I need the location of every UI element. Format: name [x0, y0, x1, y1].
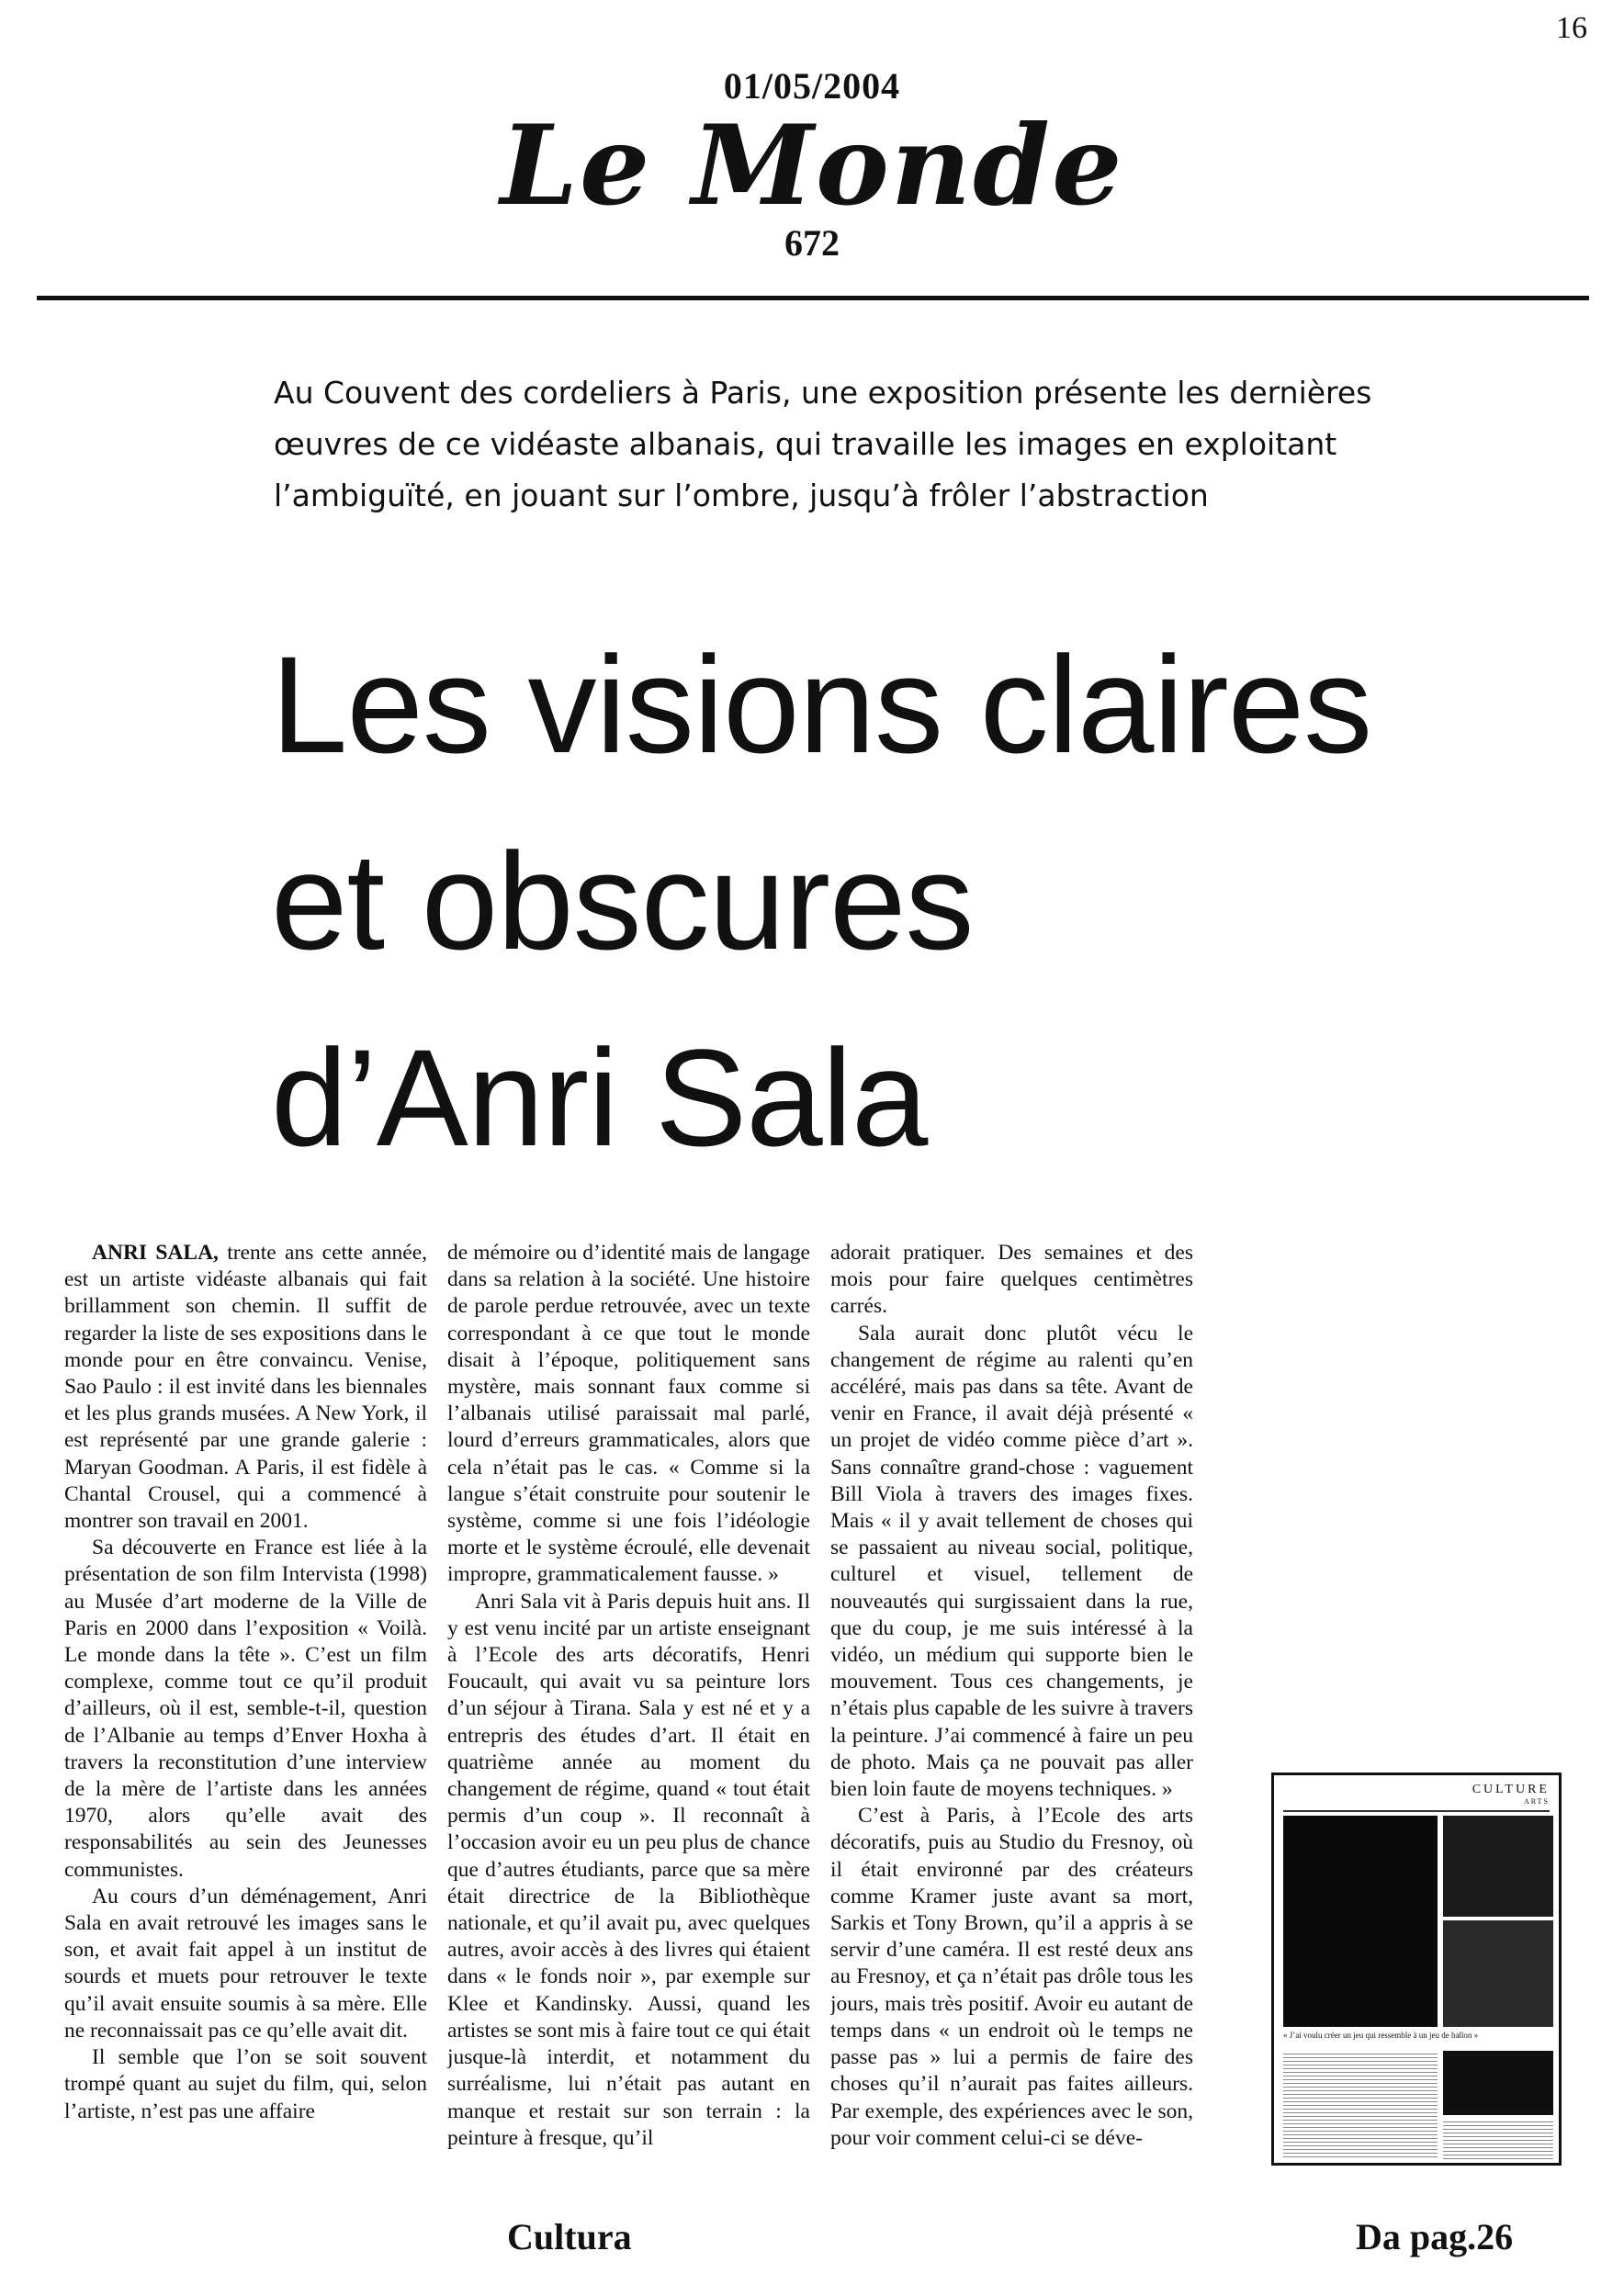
- article-headline: [271, 606, 1465, 1196]
- deck-line: l’ambiguïté, en jouant sur l’ombre, jusqu’à frôler l’abstraction: [274, 478, 1209, 513]
- thumbnail-subsection: ARTS: [1524, 1797, 1550, 1806]
- masthead-date: 01/05/2004: [723, 65, 901, 107]
- thumbnail-photo: [1443, 1920, 1553, 2027]
- article-column-1: [64, 1240, 427, 2213]
- paragraph: Sala aurait donc plutôt vécu le changement de régime au ralenti qu’en accéléré, mais pas dans sa tête. Avant de venir en France, il avait déjà présenté « un projet de vidéo comme pièce d’art ». Sans connaître grand-chose : vaguement Bill Viola à travers des images fixes. Mais « il y avait tellement de choses qui se passaient au niveau social, politique, culturel et visuel, tellement de nouveautés qui surgissaient dans la rue, que du coup, je me suis intéressé à la vidéo, un médium qui supporte bien le mouvement. Tous ces changements, je n’étais plus capable de les suivre à travers la peinture. J’ai commencé à faire un peu de photo. Mais ça ne pouvait pas aller bien loin faute de moyens techniques. »: [830, 1321, 1193, 1802]
- thumbnail-text-block: [1443, 2119, 1553, 2159]
- footer-section: Cultura: [507, 2216, 632, 2257]
- paragraph: Il semble que l’on se soit souvent trompé quant au sujet du film, qui, selon l’artiste, n’est pas une affaire: [64, 2045, 427, 2123]
- page-number: 16: [1556, 11, 1587, 45]
- deck-line: œuvres de ce vidéaste albanais, qui travaille les images en exploitant: [274, 426, 1337, 462]
- thumbnail-photo: [1283, 1816, 1438, 2027]
- lead-name: ANRI SALA,: [92, 1241, 219, 1265]
- paragraph: de mémoire ou d’identité mais de langage dans sa relation à la société. Une histoire de parole perdue retrouvée, avec un texte correspondant à ce que tout le monde disait à l’époque, politiquement sans mystère, mais sonnant faux comme si l’albanais utilisé paraissait mal parlé, lourd d’erreurs grammaticales, alors que cela n’était pas le cas. « Comme si la langue s’était construite pour soutenir le système, comme si une fois l’idéologie morte et le système écroulé, elle devenait impropre, grammaticalement fausse. »: [447, 1241, 810, 1587]
- newspaper-logo: Le Monde: [500, 101, 1124, 231]
- page-thumbnail: [1271, 1773, 1562, 2166]
- paragraph: [64, 1240, 427, 1535]
- masthead-rule: [37, 296, 1589, 300]
- deck-line: Au Couvent des cordeliers à Paris, une exposition présente les dernières: [274, 375, 1372, 411]
- thumbnail-caption: « J’ai voulu créer un jeu qui ressemble à un jeu de ballon »: [1283, 2031, 1479, 2040]
- paragraph: adorait pratiquer. Des semaines et des mois pour faire quelques centimètres carrés.: [830, 1241, 1193, 1319]
- article-column-2: [447, 1240, 810, 2213]
- thumbnail-photo: [1443, 1816, 1553, 1917]
- paragraph: Sa découverte en France est liée à la présentation de son film Intervista (1998) au Musée d’art moderne de la Ville de Paris en 2000 dans l’exposition « Voilà. Le monde dans la tête ». C’est un film complexe, comme tout ce qu’il produit d’ailleurs, où il est, semble-t-il, question de l’Albanie au temps d’Enver Hoxha à travers la reconstitution d’une interview de la mère de l’artiste dans les années 1970, alors qu’elle avait des responsabilités au sein des Jeunesses communistes.: [64, 1536, 427, 1882]
- masthead-number: 672: [784, 222, 840, 264]
- paragraph: Au cours d’un déménagement, Anri Sala en avait retrouvé les images sans le son, et avait fait appel à un institut de sourds et muets pour retrouver le texte qu’il avait ensuite soumis à sa mère. Elle ne reconnaissait pas ce qu’elle avait dit.: [64, 1884, 427, 2043]
- masthead: [0, 64, 1624, 264]
- article-column-3: [830, 1240, 1193, 2213]
- paragraph: Anri Sala vit à Paris depuis huit ans. Il y est venu incité par un artiste enseignant à l’Ecole des arts décoratifs, Henri Foucault, qui avait vu sa peinture lors d’un séjour à Tirana. Sala y est né et y a entrepris des études d’art. Il était en quatrième année au moment du changement de régime, quand « tout était permis d’un coup ». Il reconnaît à l’occasion avoir eu un peu plus de chance que d’autres étudiants, parce que sa mère était directrice de la Bibliothèque nationale, et qu’il avait pu, avec quelques autres, avoir accès à des livres qui étaient dans « le fonds noir », par exemple sur Klee et Kandinsky. Aussi, quand les artistes se sont mis à faire tout ce qui était jusque-là interdit, et notamment du surréalisme, lui n’était pas autant en manque et restait sur son terrain : la peinture à fresque, qu’il: [447, 1589, 810, 2150]
- thumbnail-header: [1283, 1783, 1550, 1812]
- article-deck: [274, 367, 1376, 522]
- article-body: [64, 1240, 1194, 2213]
- paragraph: C’est à Paris, à l’Ecole des arts décoratifs, puis au Studio du Fresnoy, où il était environné par des créateurs comme Kramer juste avant sa mort, Sarkis et Tony Brown, qu’il a appris à se servir d’une caméra. Il est resté deux ans au Fresnoy, et ça n’était pas drôle tous les jours, mais très positif. Avoir eu autant de temps dans « un endroit où le temps ne passe pas » lui a permis de faire des choses qu’il n’aurait pas faites ailleurs. Par exemple, des expériences avec le son, pour voir comment celui-ci se déve-: [830, 1804, 1193, 2150]
- headline-line: et obscures: [271, 824, 974, 978]
- thumbnail-photo: [1443, 2051, 1553, 2115]
- headline-line: Les visions claires: [271, 627, 1372, 782]
- thumbnail-section: CULTURE: [1472, 1783, 1550, 1796]
- headline-line: d’Anri Sala: [271, 1020, 928, 1175]
- thumbnail-text-block: [1283, 2051, 1438, 2159]
- paragraph-text: trente ans cette année, est un artiste vidéaste albanais qui fait brillamment son chemin. Il suffit de regarder la liste de ses expositions dans le monde pour en être convaincu. Venise, Sao Paulo : il est invité dans les biennales et les plus grands musées. A New York, il est représenté par une grande galerie : Maryan Goodman. A Paris, il est fidèle à Chantal Crousel, qui a commencé à montrer son travail en 2001.: [64, 1241, 427, 1534]
- footer-continued: Da pag.26: [1356, 2216, 1514, 2257]
